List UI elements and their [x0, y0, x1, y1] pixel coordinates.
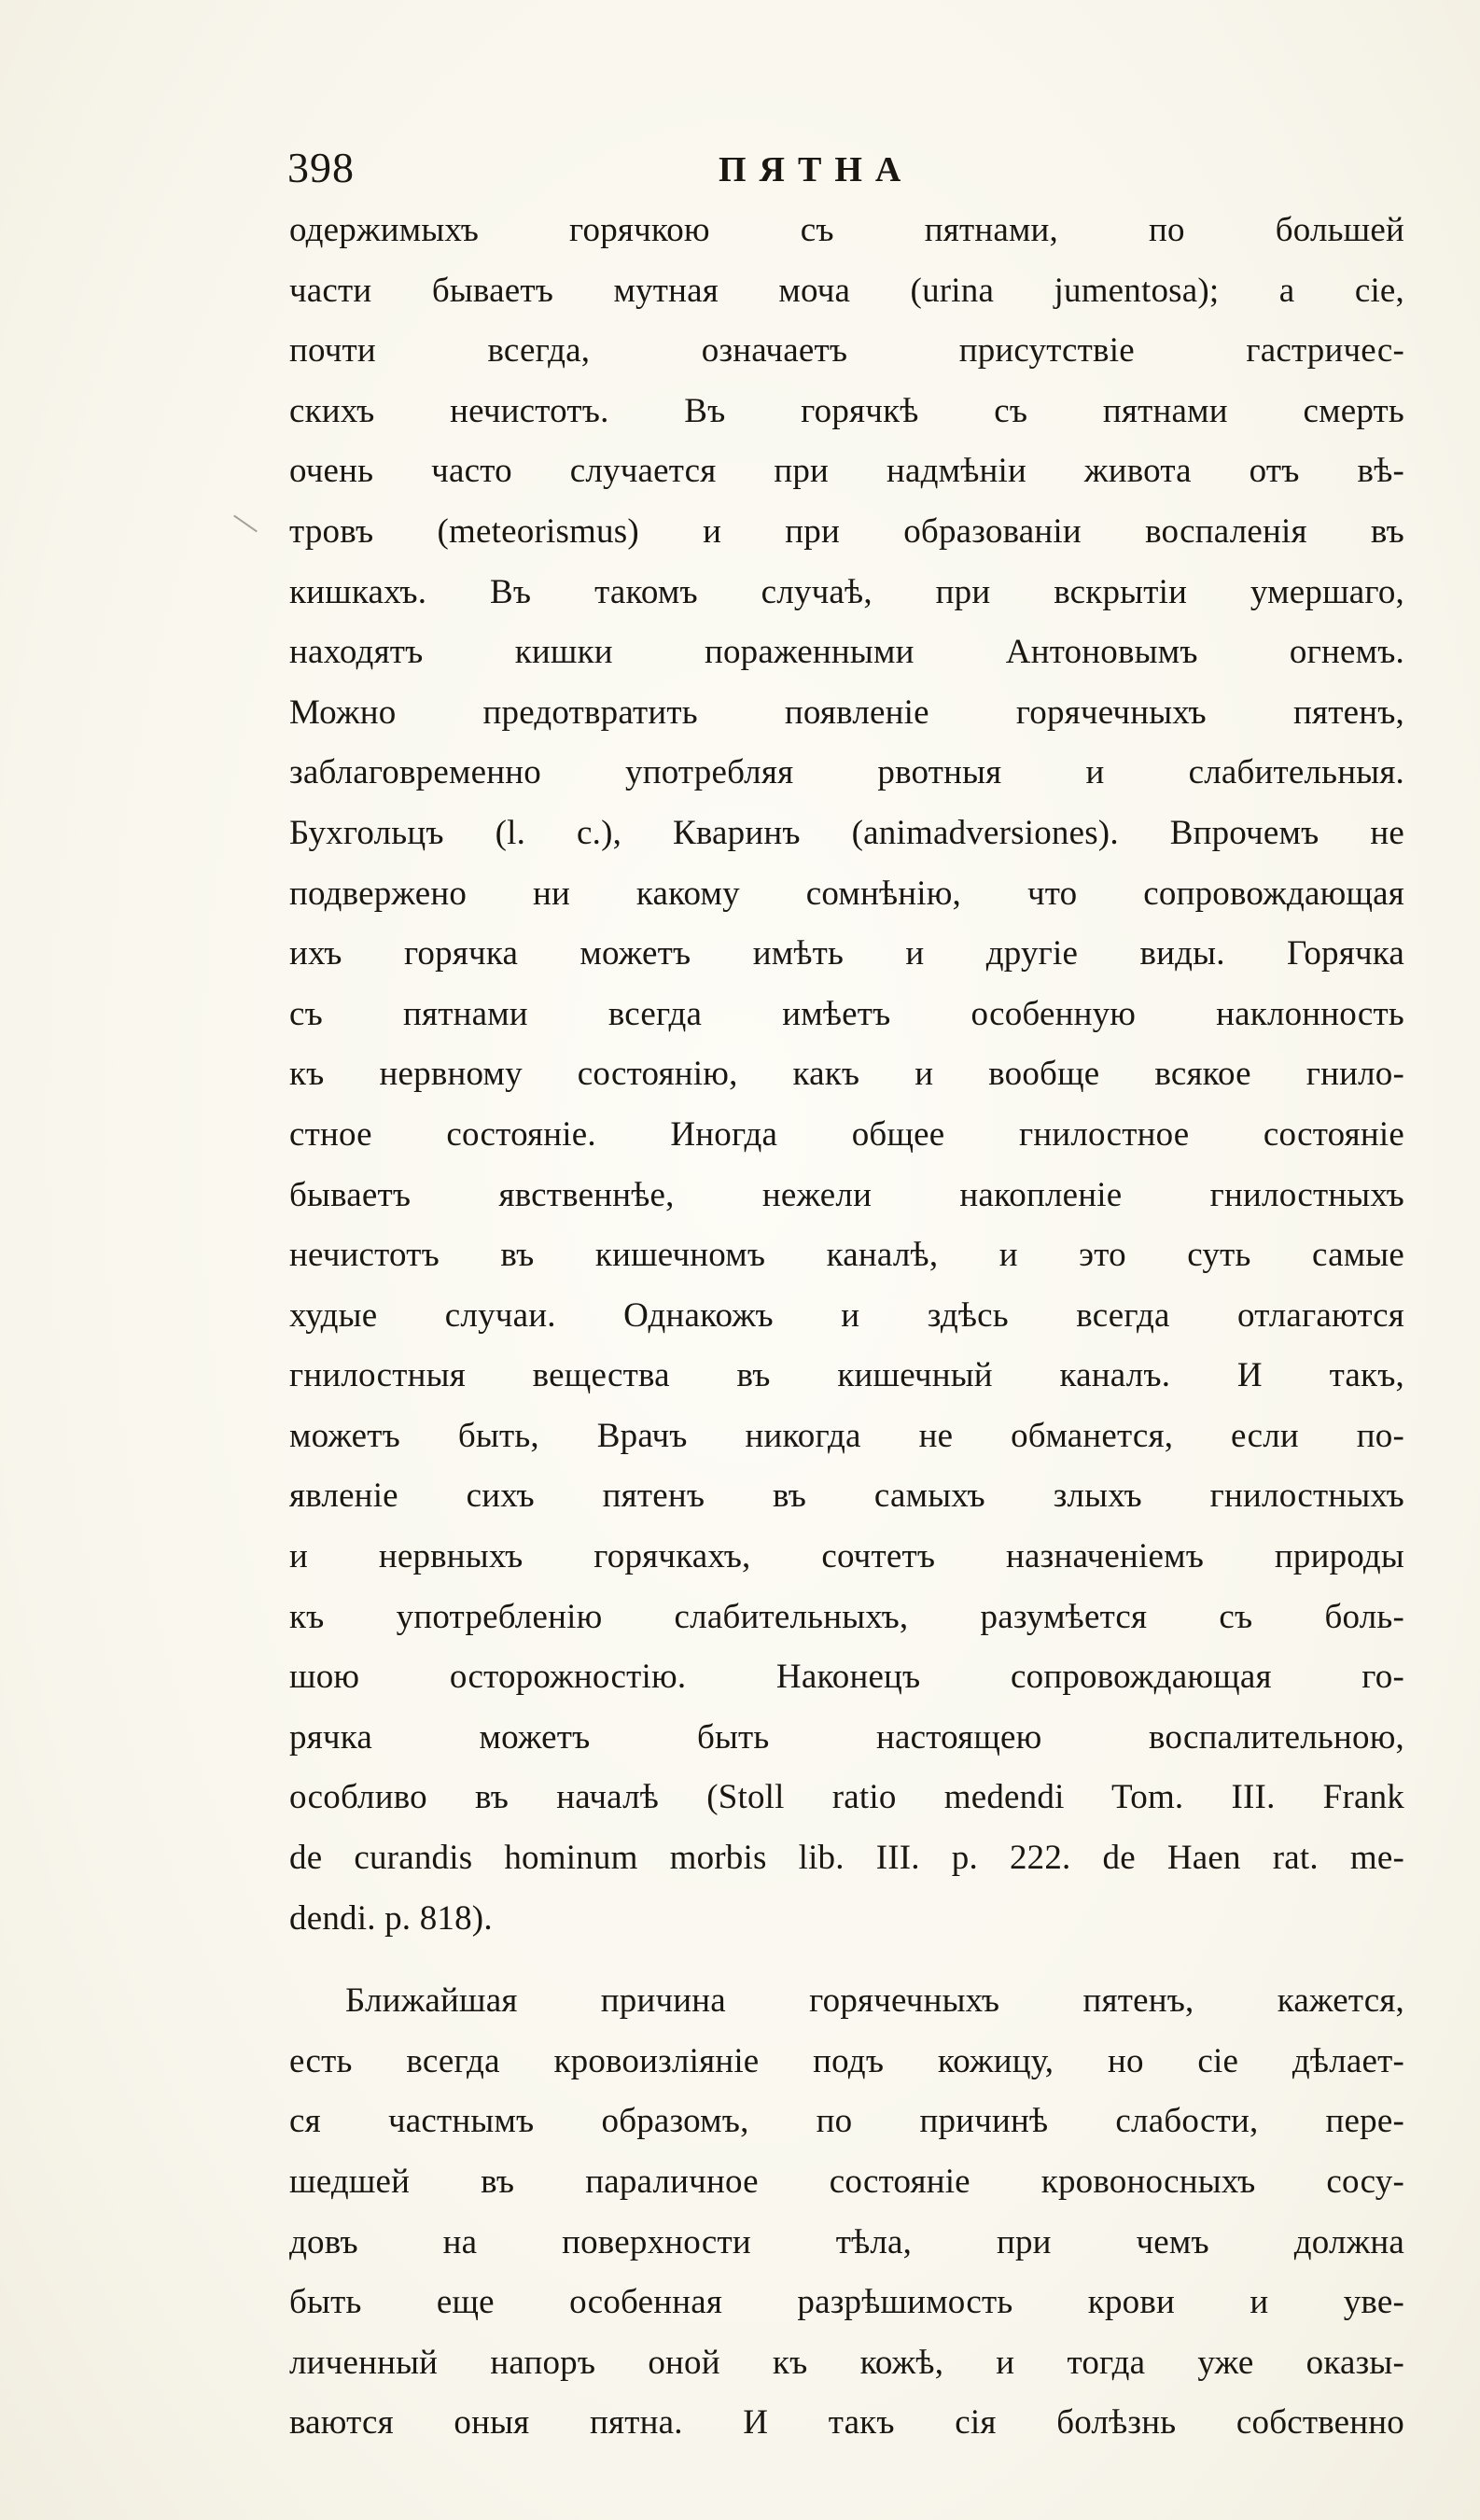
text-line: личенный напоръ оной къ кожѣ, и тогда уже оказы- [289, 2343, 1404, 2382]
paragraph-1 [289, 201, 1404, 1949]
text-line: бываетъ явственнѣе, нежели накопленіе гнилостныхъ [289, 1175, 1404, 1214]
text-line: рячка можетъ быть настоящею воспалительною, [289, 1717, 1404, 1757]
text-line: ваются оныя пятна. И такъ сія болѣзнь собственно [289, 2403, 1404, 2443]
running-head: ПЯТНА [719, 150, 915, 189]
text-line: особливо въ началѣ (Stoll ratio medendi Tom. III. Frank [289, 1778, 1404, 1817]
text-line: быть еще особенная разрѣшимость крови и уве- [289, 2283, 1404, 2322]
text-line: нечистотъ въ кишечномъ каналѣ, и это суть самые [289, 1236, 1404, 1275]
text-line: Ближайшая причина горячечныхъ пятенъ, кажется, [345, 1981, 1404, 2021]
text-line: заблаговременно употребляя рвотныя и слабительныя. [289, 753, 1404, 792]
text-line: явленіе сихъ пятенъ въ самыхъ злыхъ гнилостныхъ [289, 1477, 1404, 1516]
text-line: можетъ быть, Врачъ никогда не обманется, если по- [289, 1416, 1404, 1455]
text-line: находятъ кишки пораженными Антоновымъ огнемъ. [289, 633, 1404, 672]
page-number: 398 [287, 144, 355, 191]
text-line: худые случаи. Однакожъ и здѣсь всегда отлагаются [289, 1295, 1404, 1335]
text-line: Можно предотвратить появленіе горячечныхъ пятенъ, [289, 693, 1404, 732]
text-line: подвержено ни какому сомнѣнію, что сопровождающая [289, 874, 1404, 913]
margin-mark [233, 515, 258, 533]
text-line: гнилостныя вещества въ кишечный каналъ. И такъ, [289, 1356, 1404, 1395]
text-line: ся частнымъ образомъ, по причинѣ слабости, пере- [289, 2102, 1404, 2141]
text-line: стное состояніе. Иногда общее гнилостное состояніе [289, 1114, 1404, 1154]
text-line: съ пятнами всегда имѣетъ особенную наклонность [289, 994, 1404, 1033]
text-line: къ нервному состоянію, какъ и вообще всякое гнило- [289, 1055, 1404, 1094]
text-line: скихъ нечистотъ. Въ горячкѣ съ пятнами смерть [289, 391, 1404, 430]
text-line: тровъ (meteorismus) и при образованіи воспаленія въ [289, 511, 1404, 551]
text-line: и нервныхъ горячкахъ, сочтетъ назначеніемъ природы [289, 1537, 1404, 1576]
text-line: шою осторожностію. Наконецъ сопровождающая го- [289, 1658, 1404, 1697]
page-header [280, 140, 1400, 196]
text-line: кишкахъ. Въ такомъ случаѣ, при вскрытіи умершаго, [289, 572, 1404, 611]
text-line: одержимыхъ горячкою съ пятнами, по большей [289, 211, 1404, 249]
text-line: довъ на поверхности тѣла, при чемъ должна [289, 2222, 1404, 2261]
text-line: Бухгольцъ (l. c.), Кваринъ (animadversiones). Впрочемъ не [289, 813, 1404, 852]
text-line: ихъ горячка можетъ имѣть и другіе виды. Горячка [289, 934, 1404, 973]
text-line: части бываетъ мутная моча (urina jumentosa); а сіе, [289, 271, 1404, 310]
text-line: очень часто случается при надмѣніи живота отъ вѣ- [289, 452, 1404, 491]
text-line: есть всегда кровоизліяніе подъ кожицу, но сіе дѣлает- [289, 2041, 1404, 2080]
text-line: de curandis hominum morbis lib. III. p. 222. de Haen rat. me- [289, 1839, 1404, 1878]
paragraph-gap [289, 1949, 1404, 1971]
text-line: шедшей въ параличное состояніе кровоносныхъ сосу- [289, 2163, 1404, 2201]
text-line: почти всегда, означаетъ присутствіе гастричес- [289, 331, 1404, 371]
text-line: къ употребленію слабительныхъ, разумѣется съ боль- [289, 1597, 1404, 1636]
paragraph-2 [289, 1971, 1404, 2454]
text-line: dendi. p. 818). [289, 1898, 493, 1938]
body-text [289, 201, 1404, 2454]
